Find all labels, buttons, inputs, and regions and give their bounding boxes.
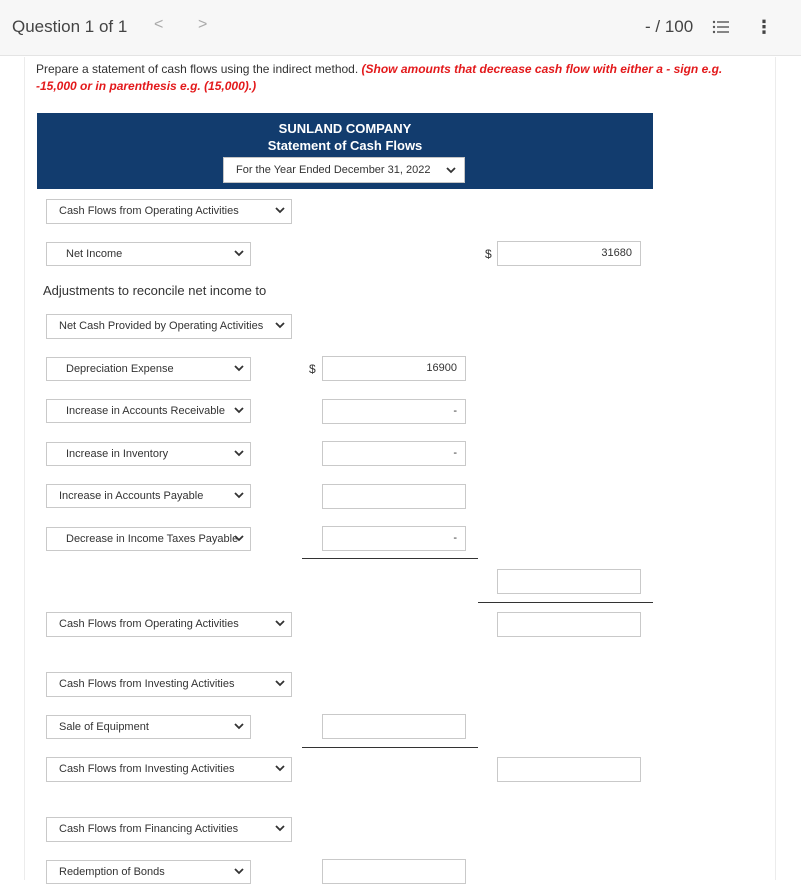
chevron-down-icon	[234, 533, 244, 543]
select-label: Decrease in Income Taxes Payable	[66, 533, 239, 545]
chevron-down-icon	[234, 490, 244, 500]
select-label: Cash Flows from Financing Activities	[59, 823, 239, 835]
select-label: Cash Flows from Investing Activities	[59, 678, 235, 690]
chevron-down-icon	[446, 165, 456, 175]
inventory-input[interactable]: -	[322, 441, 466, 466]
investing-total-select[interactable]	[46, 757, 292, 782]
chevron-down-icon	[234, 721, 244, 731]
sale-equipment-input[interactable]	[322, 714, 466, 739]
section-select-financing[interactable]	[46, 817, 292, 842]
redemption-bonds-input[interactable]	[322, 859, 466, 884]
select-label: Net Income	[66, 248, 123, 260]
select-label: Cash Flows from Operating Activities	[59, 205, 239, 217]
select-label: Cash Flows from Investing Activities	[59, 763, 235, 775]
instruction-note: (Show amounts that decrease cash flow with either a - sign e.g. -15,000 or in parenthesis e.g. (15,000).)	[36, 62, 723, 93]
period-select-label: For the Year Ended December 31, 2022	[236, 164, 431, 176]
subtotal-rule	[302, 747, 478, 748]
instructions	[36, 61, 756, 95]
chevron-down-icon	[275, 618, 285, 628]
depreciation-select[interactable]	[46, 357, 251, 381]
period-select[interactable]	[223, 157, 465, 183]
select-label: Increase in Accounts Payable	[59, 490, 204, 502]
currency-symbol: $	[309, 362, 316, 376]
chevron-down-icon	[275, 823, 285, 833]
chevron-down-icon	[275, 763, 285, 773]
currency-symbol: $	[485, 247, 492, 261]
more-vertical-icon[interactable]: ⋮	[755, 17, 773, 37]
investing-total-input[interactable]	[497, 757, 641, 782]
operating-total-input[interactable]	[497, 612, 641, 637]
income-taxes-input[interactable]: -	[322, 526, 466, 551]
section-select-operating[interactable]	[46, 199, 292, 224]
chevron-down-icon	[275, 205, 285, 215]
select-label: Depreciation Expense	[66, 363, 174, 375]
select-label: Cash Flows from Operating Activities	[59, 618, 239, 630]
chevron-down-icon	[234, 448, 244, 458]
accounts-payable-input[interactable]	[322, 484, 466, 509]
operating-total-select[interactable]	[46, 612, 292, 637]
select-label: Increase in Accounts Receivable	[66, 405, 225, 417]
select-label: Redemption of Bonds	[59, 866, 165, 878]
chevron-down-icon	[275, 678, 285, 688]
chevron-down-icon	[234, 866, 244, 876]
section-select-investing[interactable]	[46, 672, 292, 697]
select-label: Net Cash Provided by Operating Activities	[59, 320, 264, 332]
accounts-receivable-input[interactable]: -	[322, 399, 466, 424]
accounts-receivable-select[interactable]	[46, 399, 251, 423]
instruction-text: Prepare a statement of cash flows using the indirect method.	[36, 62, 359, 76]
question-counter: Question 1 of 1	[12, 17, 128, 36]
statement-title: Statement of Cash Flows	[267, 138, 423, 153]
redemption-bonds-select[interactable]	[46, 860, 251, 884]
chevron-down-icon	[234, 248, 244, 258]
next-question-button[interactable]: >	[198, 16, 208, 33]
inventory-select[interactable]	[46, 442, 251, 466]
net-income-input[interactable]: 31680	[497, 241, 641, 266]
question-toolbar	[0, 0, 801, 56]
select-label: Increase in Inventory	[66, 448, 169, 460]
adjustments-total-input[interactable]	[497, 569, 641, 594]
accounts-payable-select[interactable]	[46, 484, 251, 508]
chevron-down-icon	[234, 405, 244, 415]
chevron-down-icon	[275, 320, 285, 330]
list-icon[interactable]	[712, 19, 730, 35]
depreciation-input[interactable]: 16900	[322, 356, 466, 381]
score-display: - / 100	[645, 17, 694, 36]
select-label: Sale of Equipment	[59, 721, 149, 733]
subtotal-rule	[302, 558, 478, 559]
chevron-down-icon	[234, 363, 244, 373]
net-income-select[interactable]	[46, 242, 251, 266]
net-cash-operating-select[interactable]	[46, 314, 292, 339]
company-name: SUNLAND COMPANY	[278, 121, 412, 136]
adjustments-label: Adjustments to reconcile net income to	[43, 283, 267, 298]
prev-question-button[interactable]: <	[154, 16, 164, 33]
income-taxes-select[interactable]	[46, 527, 251, 551]
total-rule	[478, 602, 653, 603]
sale-equipment-select[interactable]	[46, 715, 251, 739]
